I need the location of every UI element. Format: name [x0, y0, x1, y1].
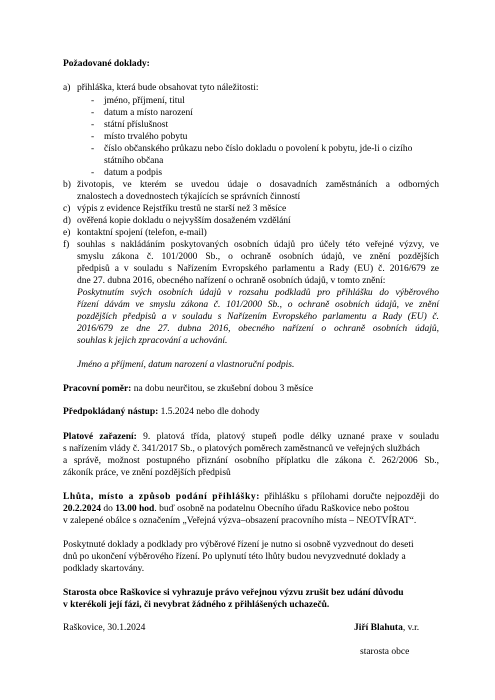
item-f-line: dne 27. dubna 2016, obecného nařízení o ochraně osobních údajů, v tomto znění:	[77, 276, 386, 286]
return-note-line: podklady skartovány.	[63, 564, 145, 574]
sub-dash: -	[91, 96, 95, 106]
item-f-line: souhlas s nakládáním poskytovaných osobních údajů pro účely této veřejné výzvy, ve	[77, 240, 439, 250]
deadline-line1-text: přihlášku s přílohami doručte nejpozději do	[259, 492, 440, 502]
consent-text-line: 2016/679 ze dne 27. dubna 2016, obecného nařízení o ochraně osobních údajů,	[77, 324, 439, 334]
reservation-line: v kterékoli její fázi, či nevybrat žádného z přihlášených uchazečů.	[63, 600, 330, 610]
deadline-do: do	[101, 504, 116, 514]
consent-text-line: Poskytnutím svých osobních údajů v rozsahu podkladů pro přihlášku do výběrového	[77, 288, 439, 298]
return-note-line: Poskytnuté doklady a podklady pro výběrové řízení je nutno si osobně vyzvednout do deseti	[63, 540, 414, 550]
sub-item-name: jméno, příjmení, titul	[104, 96, 185, 106]
consent-text-line: souhlas k jejich zpracování a uchování.	[77, 336, 228, 346]
sub-dash: -	[91, 120, 95, 130]
item-c-text: výpis z evidence Rejstříku trestů ne starší než 3 měsíce	[77, 204, 287, 214]
deadline-time: 13.00 hod	[115, 504, 155, 514]
item-e-marker: e)	[63, 228, 71, 238]
salary-line1	[63, 432, 439, 443]
employment-value: na dobu neurčitou, se zkušební dobou 3 měsíce	[131, 384, 314, 394]
item-e-text: kontaktní spojení (telefon, e-mail)	[77, 228, 207, 238]
item-b-line2: znalostech a dovednostech týkajících se správních činností	[77, 192, 301, 202]
sub-dash: -	[91, 132, 95, 142]
sub-item-signature: datum a podpis	[104, 168, 163, 178]
start-row	[63, 407, 260, 418]
signer-suffix: , v.r.	[402, 623, 420, 633]
sub-item-citizenship: státní příslušnost	[104, 120, 169, 130]
deadline-label: Lhůta, místo a způsob podání přihlášky:	[63, 492, 260, 502]
deadline-line2	[63, 504, 409, 515]
salary-line2: s nařízením vlády č. 341/2017 Sb., o platových poměrech zaměstnanců ve veřejných službách	[63, 444, 420, 454]
reservation-line: Starosta obce Raškovice si vyhrazuje právo veřejnou výzvu zrušit bez udání důvodu	[63, 588, 404, 598]
item-f-line: předpisů a v souladu s Nařízením Evropského parlamentu a Rady (EU) č. 2016/679 ze	[77, 264, 439, 274]
item-d-marker: d)	[63, 216, 71, 226]
place-date: Raškovice, 30.1.2024	[63, 623, 146, 633]
salary-label: Platové zařazení:	[63, 432, 137, 442]
start-value: 1.5.2024 nebo dle dohody	[158, 407, 260, 417]
sub-item-id-number: číslo občanského průkazu nebo číslo dokladu o povolení k pobytu, jde-li o cizího	[104, 144, 413, 154]
deadline-line1	[63, 492, 439, 503]
consent-text-line: řízení dávám ve smyslu zákona č. 101/2000 Sb., o ochraně osobních údajů, ve znění	[77, 300, 439, 310]
sub-dash: -	[91, 144, 95, 154]
sub-item-id-number-cont: státního občana	[104, 156, 164, 166]
signer-title: starosta obce	[360, 647, 410, 657]
salary-line3: a správě, možnost postupného přiznání osobního příplatku dle zákona č. 262/2006 Sb.,	[63, 456, 439, 466]
item-f-marker: f)	[63, 240, 70, 250]
deadline-line3: v zalepené obálce s označením „Veřejná výzva–obsazení pracovního místa – NEOTVÍRAT“.	[63, 516, 417, 526]
item-a-marker: a)	[63, 83, 71, 93]
start-label: Předpokládaný nástup:	[63, 407, 159, 417]
sub-item-residence: místo trvalého pobytu	[104, 132, 188, 142]
item-b-marker: b)	[63, 180, 71, 190]
deadline-date: 20.2.2024	[63, 504, 101, 514]
item-c-marker: c)	[63, 204, 71, 214]
deadline-line2-text: . buď osobně na podatelnu Obecního úřadu Raškovice nebo poštou	[154, 504, 410, 514]
item-d-text: ověřená kopie dokladu o nejvyšším dosaženém vzdělání	[77, 216, 291, 226]
signature-requirement: Jméno a příjmení, datum narození a vlastnoruční podpis.	[77, 360, 295, 370]
return-note-line: dnů po ukončení výběrového řízení. Po uplynutí této lhůty budou nevyzvednuté doklady a	[63, 552, 406, 562]
sub-dash: -	[91, 108, 95, 118]
consent-text-line: pozdějších předpisů a v souladu s Nařízením Evropského parlamentu a Rady (EU) č.	[77, 312, 439, 322]
salary-line4: zákoník práce, ve znění pozdějších předpisů	[63, 468, 231, 478]
employment-label: Pracovní poměr:	[63, 384, 132, 394]
item-f-line: smyslu zákona č. 101/2000 Sb., o ochraně osobních údajů, ve znění pozdějších	[77, 252, 439, 262]
item-a-text: přihláška, která bude obsahovat tyto náležitosti:	[77, 83, 259, 93]
signer-name: Jiří Blahuta	[354, 623, 403, 633]
sub-dash: -	[91, 168, 95, 178]
salary-line1-text: 9. platová třída, platový stupeň podle délky uznané praxe v souladu	[136, 432, 439, 442]
section-heading: Požadované doklady:	[63, 59, 150, 69]
employment-row	[63, 384, 313, 395]
sub-item-birth: datum a místo narození	[104, 108, 193, 118]
item-b-line1: životopis, ve kterém se uvedou údaje o dosavadních zaměstnáních a odborných	[77, 180, 439, 190]
signer-name-row	[354, 623, 419, 634]
